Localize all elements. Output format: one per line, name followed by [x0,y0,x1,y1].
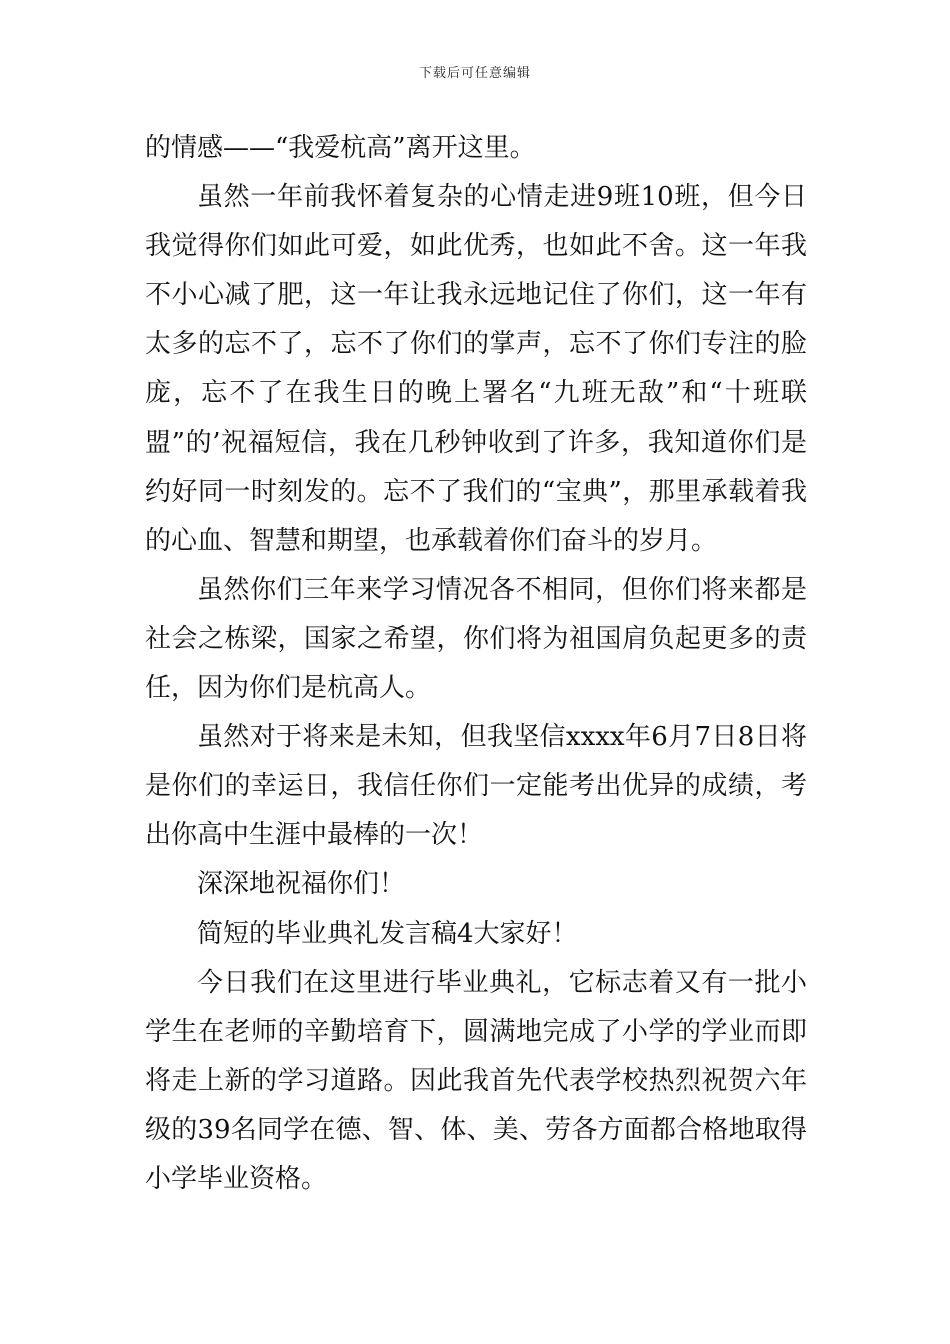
page-header: 下载后可任意编辑 [418,66,531,81]
paragraph-4: 虽然对于将来是未知，但我坚信xxxx年6月7日8日将是你们的幸运日，我信任你们一定能考出优异的成绩，考出你高中生涯中最棒的一次！ [145,722,807,851]
paragraph-6: 简短的毕业典礼发言稿4大家好！ [197,918,578,949]
paragraph-5: 深深地祝福你们！ [197,869,406,900]
paragraph-7: 今日我们在这里进行毕业典礼，它标志着又有一批小学生在老师的辛勤培育下，圆满地完成了小学的学业而即将走上新的学习道路。因此我首先代表学校热烈祝贺六年级的39名同学在德、智、体、美、劳各方面都合格地取得小学毕业资格。 [145,967,807,1194]
paragraph-1: 的情感——“我爱杭高”离开这里。 [145,133,536,163]
document-body [145,124,807,1204]
paragraph-3: 虽然你们三年来学习情况各不相同，但你们将来都是社会之栋梁，国家之希望，你们将为祖国肩负起更多的责任，因为你们是杭高人。 [145,574,807,704]
paragraph-2: 虽然一年前我怀着复杂的心情走进9班10班，但今日我觉得你们如此可爱，如此优秀，也如此不舍。这一年我不小心减了肥，这一年让我永远地记住了你们，这一年有太多的忘不了，忘不了你们的掌声，忘不了你们专注的脸庞，忘不了在我生日的晚上署名“九班无敌”和“十班联盟”的’祝福短信，我在几秒钟收到了许多，我知道你们是约好同一时刻发的。忘不了我们的“宝典”，那里承载着我的心血、智慧和期望，也承载着你们奋斗的岁月。 [145,182,807,556]
